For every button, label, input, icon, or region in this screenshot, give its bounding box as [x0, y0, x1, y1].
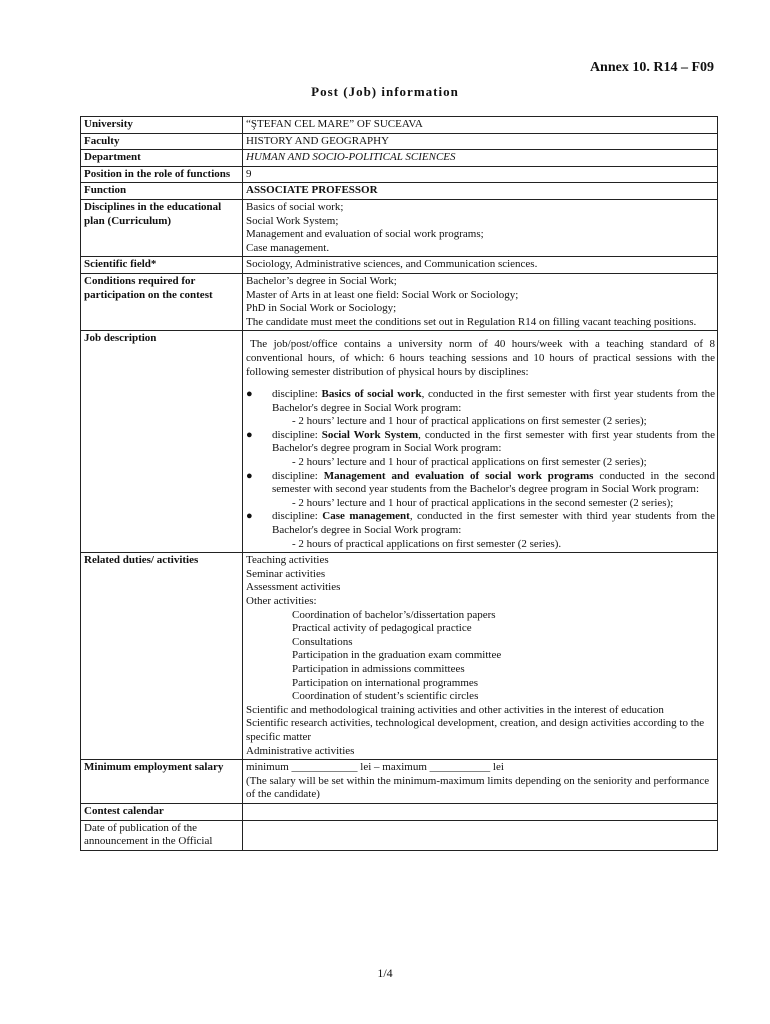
post-information-table: [80, 116, 718, 851]
condition-line: Bachelor’s degree in Social Work;: [246, 274, 397, 287]
row-minimum-salary: [81, 760, 718, 804]
bullet-suffix: , conducted in the first semester with first year students from the Bachelor's degree program in Social Work program:: [272, 428, 716, 455]
value-contest-calendar: [243, 803, 718, 820]
value-position: 9: [243, 166, 718, 183]
duty-line: Seminar activities: [246, 567, 326, 580]
duty-subline: Coordination of bachelor’s/dissertation papers: [292, 608, 496, 621]
row-faculty: [81, 133, 718, 150]
value-department: HUMAN AND SOCIO-POLITICAL SCIENCES: [243, 150, 718, 167]
bullet-discipline-name: Case management: [322, 510, 410, 523]
bullet-prefix: discipline:: [272, 388, 322, 401]
duty-subline: Consultations: [292, 635, 353, 648]
row-contest-calendar: [81, 803, 718, 820]
bullet-dot-icon: ●: [246, 469, 253, 482]
row-function: [81, 183, 718, 200]
discipline-line: Social Work System;: [246, 214, 339, 227]
bullet-suffix: , conducted in the first semester with first year students from the Bachelor's degree in Social Work program:: [272, 388, 716, 414]
duty-subline: Participation in the graduation exam committee: [292, 649, 502, 662]
label-related-duties: Related duties/ activities: [81, 553, 243, 760]
discipline-bullet: [246, 429, 715, 470]
value-job-description: [243, 331, 718, 553]
label-minimum-salary: Minimum employment salary: [81, 760, 243, 804]
value-university: “ŞTEFAN CEL MARE” OF SUCEAVA: [243, 117, 718, 134]
bullet-hours: - 2 hours of practical applications on first semester (2 series).: [292, 537, 562, 550]
label-function: Function: [81, 183, 243, 200]
page-number: 1/4: [377, 966, 393, 980]
duty-subline: Participation on international programmes: [292, 676, 479, 689]
discipline-bullet: [246, 388, 715, 429]
duty-line: Assessment activities: [246, 581, 341, 594]
duty-line: Administrative activities: [246, 744, 355, 757]
duty-subline: Participation in admissions committees: [292, 662, 465, 675]
value-conditions: [243, 273, 718, 330]
bullet-prefix: discipline:: [272, 469, 324, 482]
bullet-suffix: , conducted in the first semester with third year students from the Bachelor's degree in Social Work program:: [272, 510, 715, 537]
bullet-dot-icon: ●: [246, 388, 253, 401]
duty-line: Scientific research activities, technological development, creation, and design activities according to the specific matter: [246, 717, 705, 743]
duty-line: Scientific and methodological training activities and other activities in the interest of education: [246, 703, 664, 716]
bullet-dot-icon: ●: [246, 428, 253, 441]
bullet-discipline-name: Social Work System: [321, 428, 419, 441]
bullet-hours: - 2 hours’ lecture and 1 hour of practical applications in the second semester (2 series);: [292, 496, 674, 509]
row-disciplines: [81, 199, 718, 256]
salary-note: (The salary will be set within the minimum-maximum limits depending on the seniority and performance of the candidate): [246, 774, 710, 801]
duty-line: Teaching activities: [246, 554, 329, 567]
condition-line: Master of Arts in at least one field: Social Work or Sociology;: [246, 288, 519, 301]
discipline-bullet: [246, 470, 715, 511]
label-faculty: Faculty: [81, 133, 243, 150]
document-title: Post (Job) information: [311, 84, 459, 99]
condition-line: PhD in Social Work or Sociology;: [246, 302, 397, 315]
label-university: University: [81, 117, 243, 134]
row-conditions: [81, 273, 718, 330]
row-position: [81, 166, 718, 183]
job-intro: The job/post/office contains a university norm of 40 hours/week with a teaching standard of 8 conventional hours, of which: 6 hours teaching sessions and 10 hours of practical sessions with the following semester distribution of physical hours by disciplines:: [246, 338, 715, 378]
label-disciplines: Disciplines in the educational plan (Curriculum): [81, 199, 243, 256]
annex-reference: Annex 10. R14 – F09: [589, 60, 714, 75]
value-function: ASSOCIATE PROFESSOR: [243, 183, 718, 200]
row-job-description: [81, 331, 718, 553]
bullet-discipline-name: Management and evaluation of social work programs: [323, 469, 594, 482]
discipline-line: Case management.: [246, 241, 330, 254]
value-disciplines: [243, 199, 718, 256]
value-minimum-salary: [243, 760, 718, 804]
discipline-line: Basics of social work;: [246, 200, 344, 213]
salary-range: minimum ____________ lei – maximum ___________ lei: [246, 761, 504, 774]
row-related-duties: [81, 553, 718, 760]
row-publication-date: [81, 820, 718, 850]
bullet-prefix: discipline:: [272, 428, 322, 441]
value-publication-date: [243, 820, 718, 850]
bullet-dot-icon: ●: [246, 510, 253, 523]
value-faculty: HISTORY AND GEOGRAPHY: [243, 133, 718, 150]
value-scientific-field: Sociology, Administrative sciences, and Communication sciences.: [243, 257, 718, 274]
bullet-hours: - 2 hours’ lecture and 1 hour of practical applications on first semester (2 series);: [292, 415, 647, 428]
row-scientific-field: [81, 257, 718, 274]
label-position: Position in the role of functions: [81, 166, 243, 183]
condition-line: The candidate must meet the conditions set out in Regulation R14 on filling vacant teaching positions.: [246, 315, 697, 328]
discipline-line: Management and evaluation of social work programs;: [246, 228, 484, 241]
value-related-duties: [243, 553, 718, 760]
label-conditions: Conditions required for participation on the contest: [81, 273, 243, 330]
bullet-prefix: discipline:: [272, 510, 323, 523]
label-contest-calendar: Contest calendar: [81, 803, 243, 820]
bullet-hours: - 2 hours’ lecture and 1 hour of practical applications on first semester (2 series);: [292, 456, 647, 469]
duty-line: Other activities:: [246, 595, 317, 607]
discipline-bullet: [246, 510, 715, 551]
label-department: Department: [81, 150, 243, 167]
label-publication-date: Date of publication of the announcement in the Official: [81, 820, 243, 850]
row-university: [81, 117, 718, 134]
duty-subline: Coordination of student’s scientific circles: [292, 690, 479, 703]
label-scientific-field: Scientific field*: [81, 257, 243, 274]
label-job-description: Job description: [81, 331, 243, 553]
duty-subline: Practical activity of pedagogical practice: [292, 622, 472, 635]
bullet-suffix: conducted in the second semester with second year students from the Bachelor's degree program in Social Work program:: [272, 469, 715, 496]
bullet-discipline-name: Basics of social work: [321, 388, 422, 401]
row-department: [81, 150, 718, 167]
